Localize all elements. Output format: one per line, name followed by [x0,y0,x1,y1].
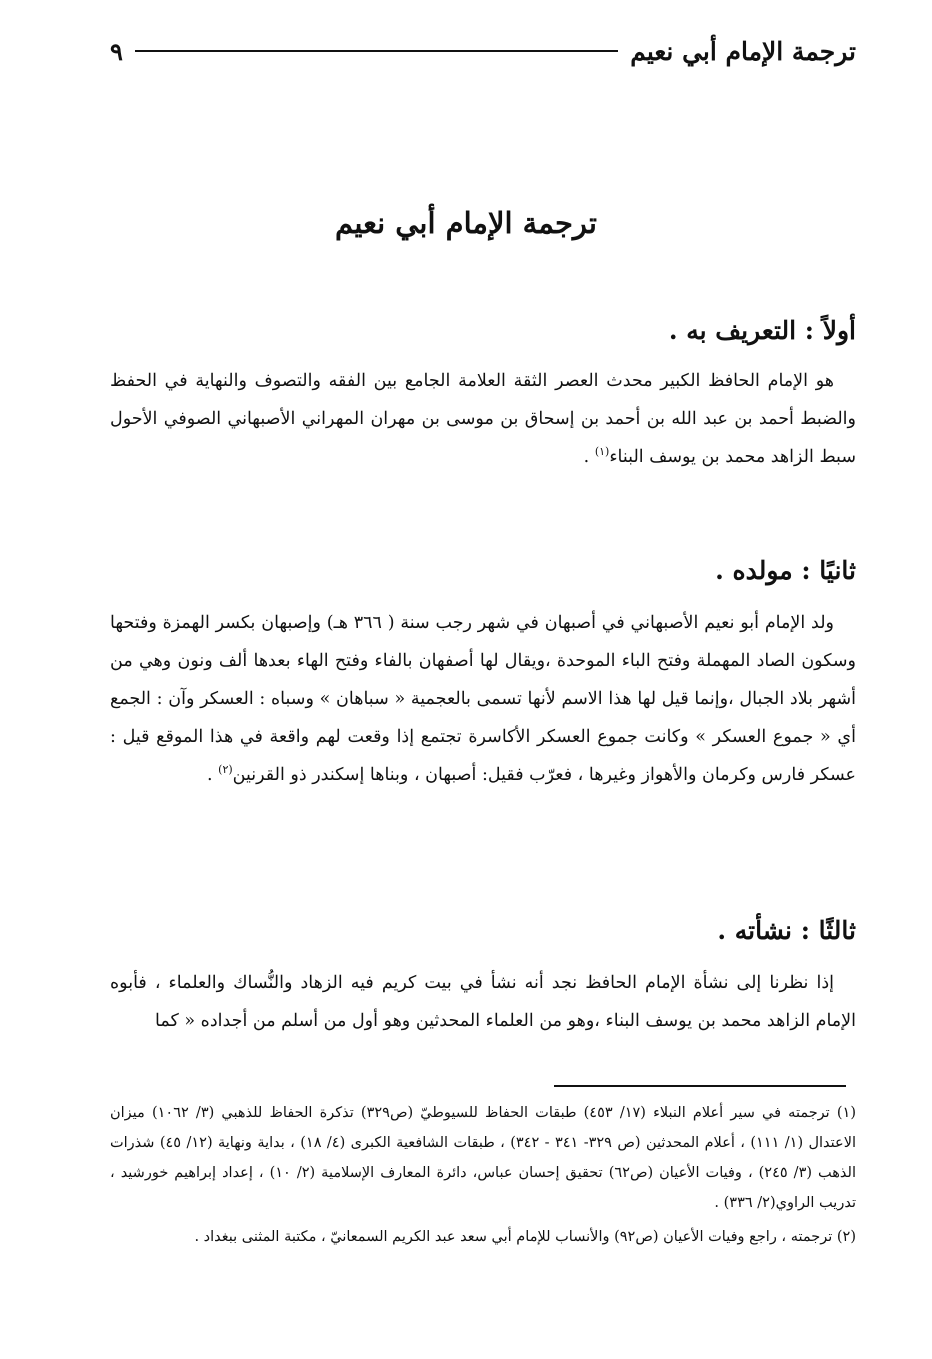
running-header [110,28,856,74]
footnote-2: (٢) ترجمته ، راجع وفيات الأعيان (ص٩٢) والأنساب للإمام أبي سعد عبد الكريم السمعانيّ ، مكتبة المثنى ببغداد . [194,1229,856,1245]
footnotes [110,1098,856,1256]
paragraph-end: . [207,765,219,785]
footnote-1: (١) ترجمته في سير أعلام النبلاء (١٧/ ٤٥٣) طبقات الحفاظ للسيوطيّ (ص٣٢٩) تذكرة الحفاظ للذهبي (٣/ ١٠٦٢) ميزان الاعتدال (١/ ١١١) ، أعلام المحدثين (ص ٣٢٩- ٣٤١ - ٣٤٢) ، طبقات الشافعية الكبرى (٤/ ١٨) ، بداية ونهاية (١٢/ ٤٥) شذرات الذهب (٣/ ٢٤٥) ، وفيات الأعيان (ص٦٢) تحقيق إحسان عباس، دائرة المعارف الإسلامية (٢/ ١٠) ، إعداد إبراهيم خورشيد ، تدريب الراوي(٢/ ٣٣٦) . [110,1105,856,1211]
footnote-mark[interactable]: (١) [594,445,610,459]
paragraph-text: هو الإمام الحافظ الكبير محدث العصر الثقة العلامة الجامع بين الفقه والتصوف والنهاية في الحفظ والضبط أحمد بن عبد الله بن أحمد بن إسحاق بن موسى بن مهران المهراني الأصبهاني الصوفي الأحول سبط الزاهد محمد بن يوسف البناء [110,371,856,467]
paragraph-text: ولد الإمام أبو نعيم الأصبهاني في أصبهان في شهر رجب سنة ( ٣٦٦ هـ) وإصبهان بكسر الهمزة وفتحها وسكون الصاد المهملة وفتح الباء الموحدة ،ويقال لها أصفهان بالفاء وفتح الهاء بعدها ألف ونون وهي من أشهر بلاد الجبال ،وإنما قيل لها هذا الاسم لأنها تسمى بالعجمية « سباهان » وسباه : العسكر وآن : الجمع أي « جموع العسكر » وكانت جموع العسكر الأكاسرة تجتمع إذا وقعت لهم واقعة في هذا الموقع قيل : عسكر فارس وكرمان والأهواز وغيرها ، فعرّب فقيل: أصبهان ، وبناها إسكندر ذو القرنين [110,613,856,785]
paragraph-end: . [583,447,595,467]
section-paragraph-identity [110,362,856,476]
chapter-title: ترجمة الإمام أبي نعيم [335,206,597,240]
section-heading-birth: ثانيًا : مولده . [715,556,856,585]
section-paragraph-birth [110,604,856,794]
footnote-separator [554,1085,846,1087]
section-paragraph-upbringing [110,964,856,1040]
header-rule [135,50,618,52]
section-heading-identity: أولاً : التعريف به . [668,316,856,345]
paragraph-text: إذا نظرنا إلى نشأة الإمام الحافظ نجد أنه نشأ في بيت كريم فيه الزهاد والنُّساك والعلماء ، فأبوه الإمام الزاهد محمد بن يوسف البناء ،وهو من العلماء المحدثين وهو أول من أسلم من أجداده « كما [110,973,856,1031]
section-heading-upbringing: ثالثًا : نشأته . [717,916,856,945]
footnote-mark[interactable]: (٢) [218,763,233,777]
page-number: ٩ [110,36,123,66]
running-title: ترجمة الإمام أبي نعيم [630,36,856,66]
